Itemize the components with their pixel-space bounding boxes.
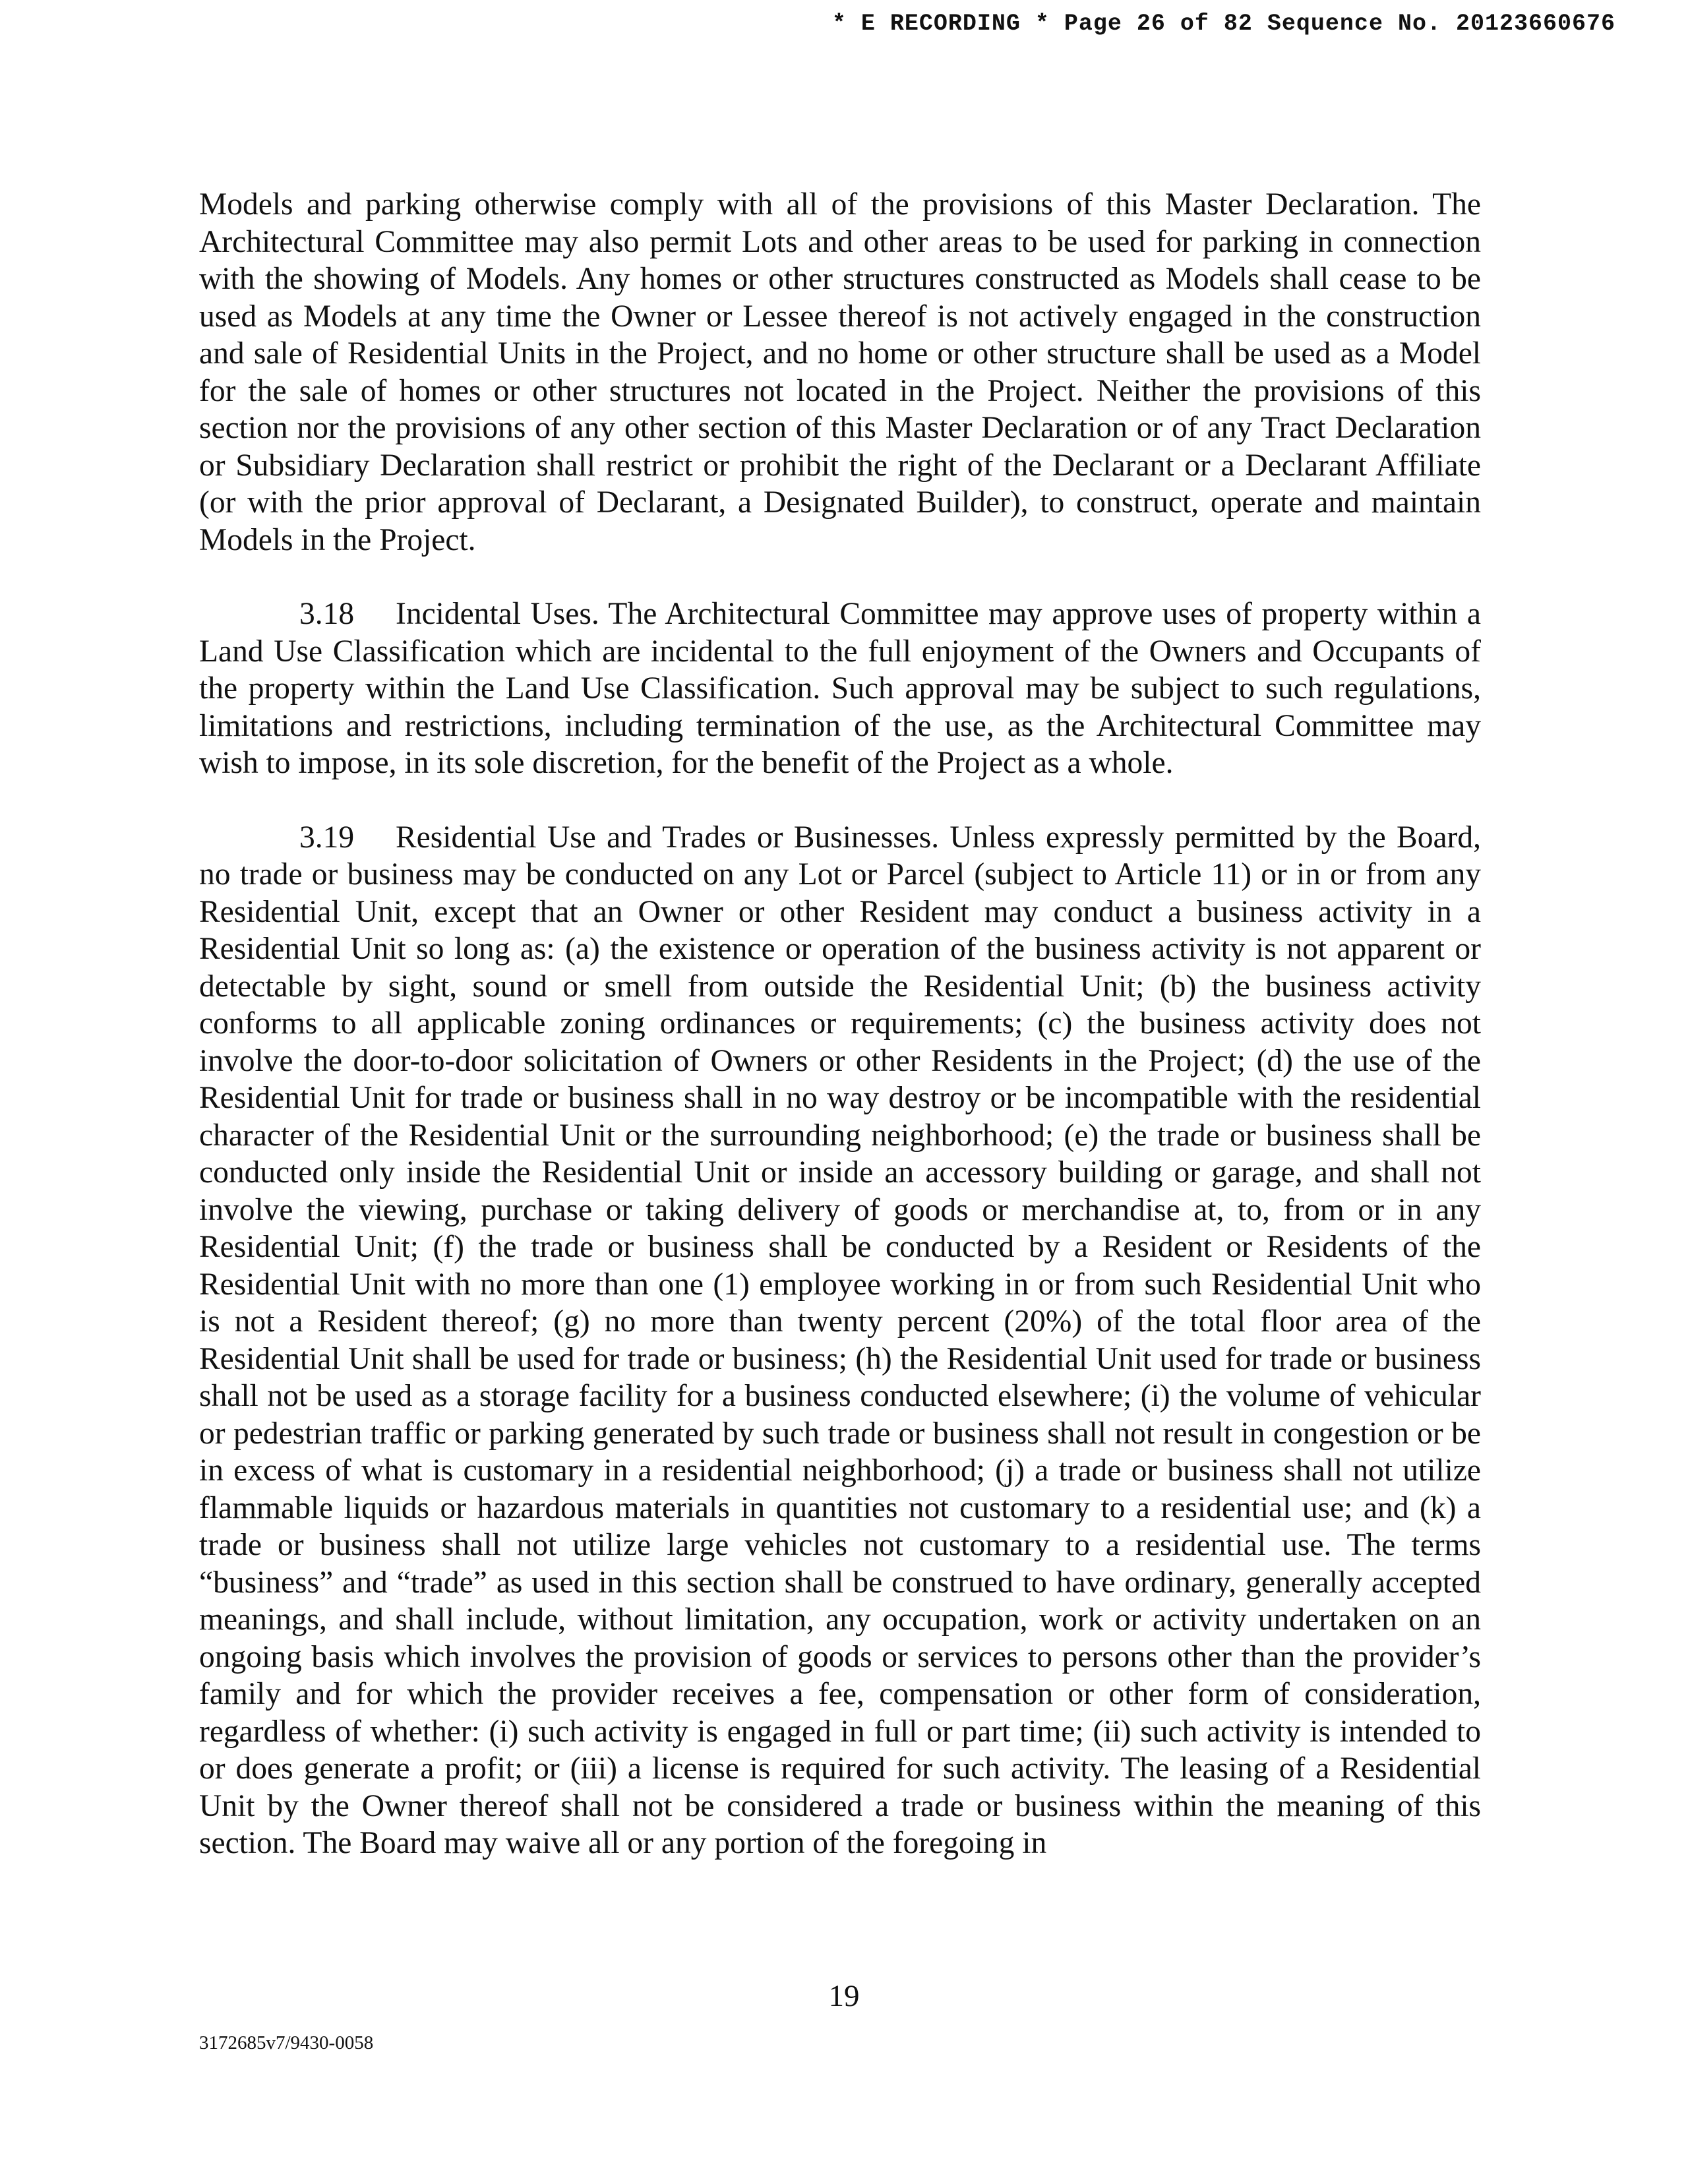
section-3-19: [199, 819, 1481, 1862]
paragraph-models-continued: Models and parking otherwise comply with all of the provisions of this Master Declaration. The Architectural Committee may also permit Lots and other areas to be used for parking in connection with the showing of Models. Any homes or other structures constructed as Models shall cease to be used as Models at any time the Owner or Lessee thereof is not actively engaged in the construction and sale of Residential Units in the Project, and no home or other structure shall be used as a Model for the sale of homes or other structures not located in the Project. Neither the provisions of this section nor the provisions of any other section of this Master Declaration or of any Tract Declaration or Subsidiary Declaration shall restrict or prohibit the right of the Declarant or a Declarant Affiliate (or with the prior approval of Declarant, a Designated Builder), to construct, operate and maintain Models in the Project.: [199, 187, 1481, 557]
recording-header: * E RECORDING * Page 26 of 82 Sequence No. 20123660676: [831, 11, 1615, 37]
document-body: [199, 186, 1481, 1899]
section-3-19-number: 3.19: [299, 820, 355, 855]
section-3-18-number: 3.18: [299, 597, 355, 631]
section-3-19-text: Residential Use and Trades or Businesses. Unless expressly permitted by the Board, no trade or business may be conducted on any Lot or Parcel (subject to Article 11) or in or from any Residential Unit, except that an Owner or other Resident may conduct a business activity in a Residential Unit so long as: (a) the existence or operation of the business activity is not apparent or detectable by sight, sound or smell from outside the Residential Unit; (b) the business activity conforms to all applicable zoning ordinances or requirements; (c) the business activity does not involve the door-to-door solicitation of Owners or other Residents in the Project; (d) the use of the Residential Unit for trade or business shall in no way destroy or be incompatible with the residential character of the Residential Unit or the surrounding neighborhood; (e) the trade or business shall be conducted only inside the Residential Unit or inside an accessory building or garage, and shall not involve the viewing, purchase or taking delivery of goods or merchandise at, to, from or in any Residential Unit; (f) the trade or business shall be conducted by a Resident or Residents of the Residential Unit with no more than one (1) employee working in or from such Residential Unit who is not a Resident thereof; (g) no more than twenty percent (20%) of the total floor area of the Residential Unit shall be used for trade or business; (h) the Residential Unit used for trade or business shall not be used as a storage facility for a business conducted elsewhere; (i) the volume of vehicular or pedestrian traffic or parking generated by such trade or business shall not result in congestion or be in excess of what is customary in a residential neighborhood; (j) a trade or business shall not utilize flammable liquids or hazardous materials in quantities not customary to a residential use; and (k) a trade or business shall not utilize large vehicles not customary to a residential use. The terms “business” and “trade” as used in this section shall be construed to have ordinary, generally accepted meanings, and shall include, without limitation, any occupation, work or activity undertaken on an ongoing basis which involves the provision of goods or services to persons other than the provider’s family and for which the provider receives a fee, compensation or other form of consideration, regardless of whether: (i) such activity is engaged in full or part time; (ii) such activity is intended to or does generate a profit; or (iii) a license is required for such activity. The leasing of a Residential Unit by the Owner thereof shall not be considered a trade or business within the meaning of this section. The Board may waive all or any portion of the foregoing in: [199, 820, 1481, 1860]
section-3-18: [199, 595, 1481, 782]
section-3-18-text: Incidental Uses. The Architectural Committee may approve uses of property within a Land Use Classification which are incidental to the full enjoyment of the Owners and Occupants of the property within the Land Use Classification. Such approval may be subject to such regulations, limitations and restrictions, including termination of the use, as the Architectural Committee may wish to impose, in its sole discretion, for the benefit of the Project as a whole.: [199, 597, 1481, 780]
page-number: 19: [828, 1979, 860, 2013]
document-id: 3172685v7/9430-0058: [199, 2032, 374, 2053]
